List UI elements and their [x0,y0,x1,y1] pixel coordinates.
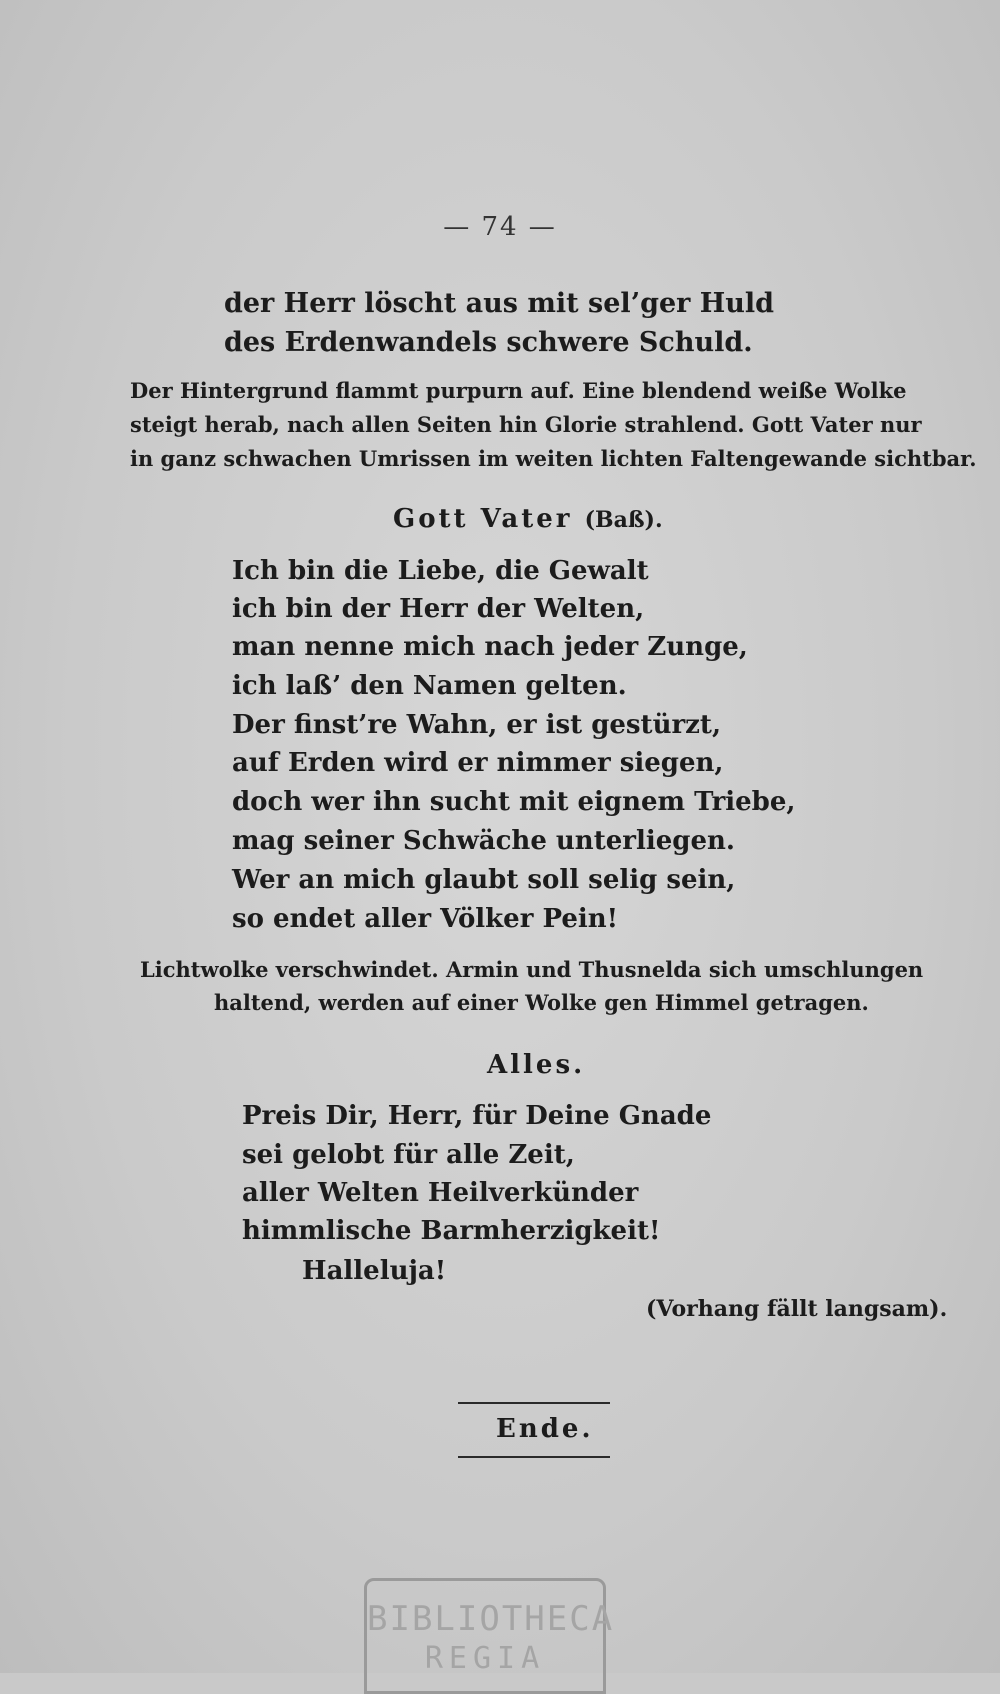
speaker-voice: (Baß). [584,507,663,533]
verse-line: des Erdenwandels schwere Schuld. [224,327,753,358]
stage-direction-line: Der Hintergrund flammt purpurn auf. Eine blendend weiße Wolke [130,378,907,403]
verse-line: himmlische Barmherzigkeit! [242,1216,661,1246]
speaker-heading [393,504,663,534]
page-number: — 74 — [443,212,557,242]
verse-line: Wer an mich glaubt soll selig sein, [232,865,736,895]
stamp-text-line: REGIA [424,1641,546,1676]
stage-direction-line: Lichtwolke verschwindet. Armin und Thusnelda sich umschlungen [140,957,924,982]
stage-direction-line: haltend, werden auf einer Wolke gen Himmel getragen. [214,990,869,1015]
curtain-direction: (Vorhang fällt langsam). [646,1296,948,1322]
verse-line: sei gelobt für alle Zeit, [242,1140,575,1170]
stage-direction-line: steigt herab, nach allen Seiten hin Glorie strahlend. Gott Vater nur [130,412,922,437]
library-stamp [364,1578,615,1694]
end-title: Ende. [496,1414,594,1444]
verse-line: auf Erden wird er nimmer siegen, [232,748,724,778]
verse-line: doch wer ihn sucht mit eignem Triebe, [232,787,796,817]
stage-direction-line: in ganz schwachen Umrissen im weiten lichten Faltengewande sichtbar. [130,446,977,471]
speaker-name: Gott Vater [393,504,573,534]
speaker-heading: Alles. [487,1050,586,1080]
verse-line: so endet aller Völker Pein! [232,904,619,934]
divider-top [458,1402,610,1404]
verse-line: man nenne mich nach jeder Zunge, [232,632,748,662]
verse-line: aller Welten Heilverkünder [242,1178,639,1208]
verse-line: Halleluja! [302,1256,447,1286]
verse-line: ich laß’ den Namen gelten. [232,671,627,701]
verse-line: Ich bin die Liebe, die Gewalt [232,556,649,586]
verse-line: mag seiner Schwäche unterliegen. [232,826,735,856]
verse-line: Der finst’re Wahn, er ist gestürzt, [232,710,721,740]
verse-line: ich bin der Herr der Welten, [232,594,645,624]
divider-bottom [458,1456,610,1458]
verse-line: Preis Dir, Herr, für Deine Gnade [242,1101,712,1131]
stamp-text-line: BIBLIOTHECA [367,1599,615,1639]
verse-line: der Herr löscht aus mit sel’ger Huld [224,288,775,319]
